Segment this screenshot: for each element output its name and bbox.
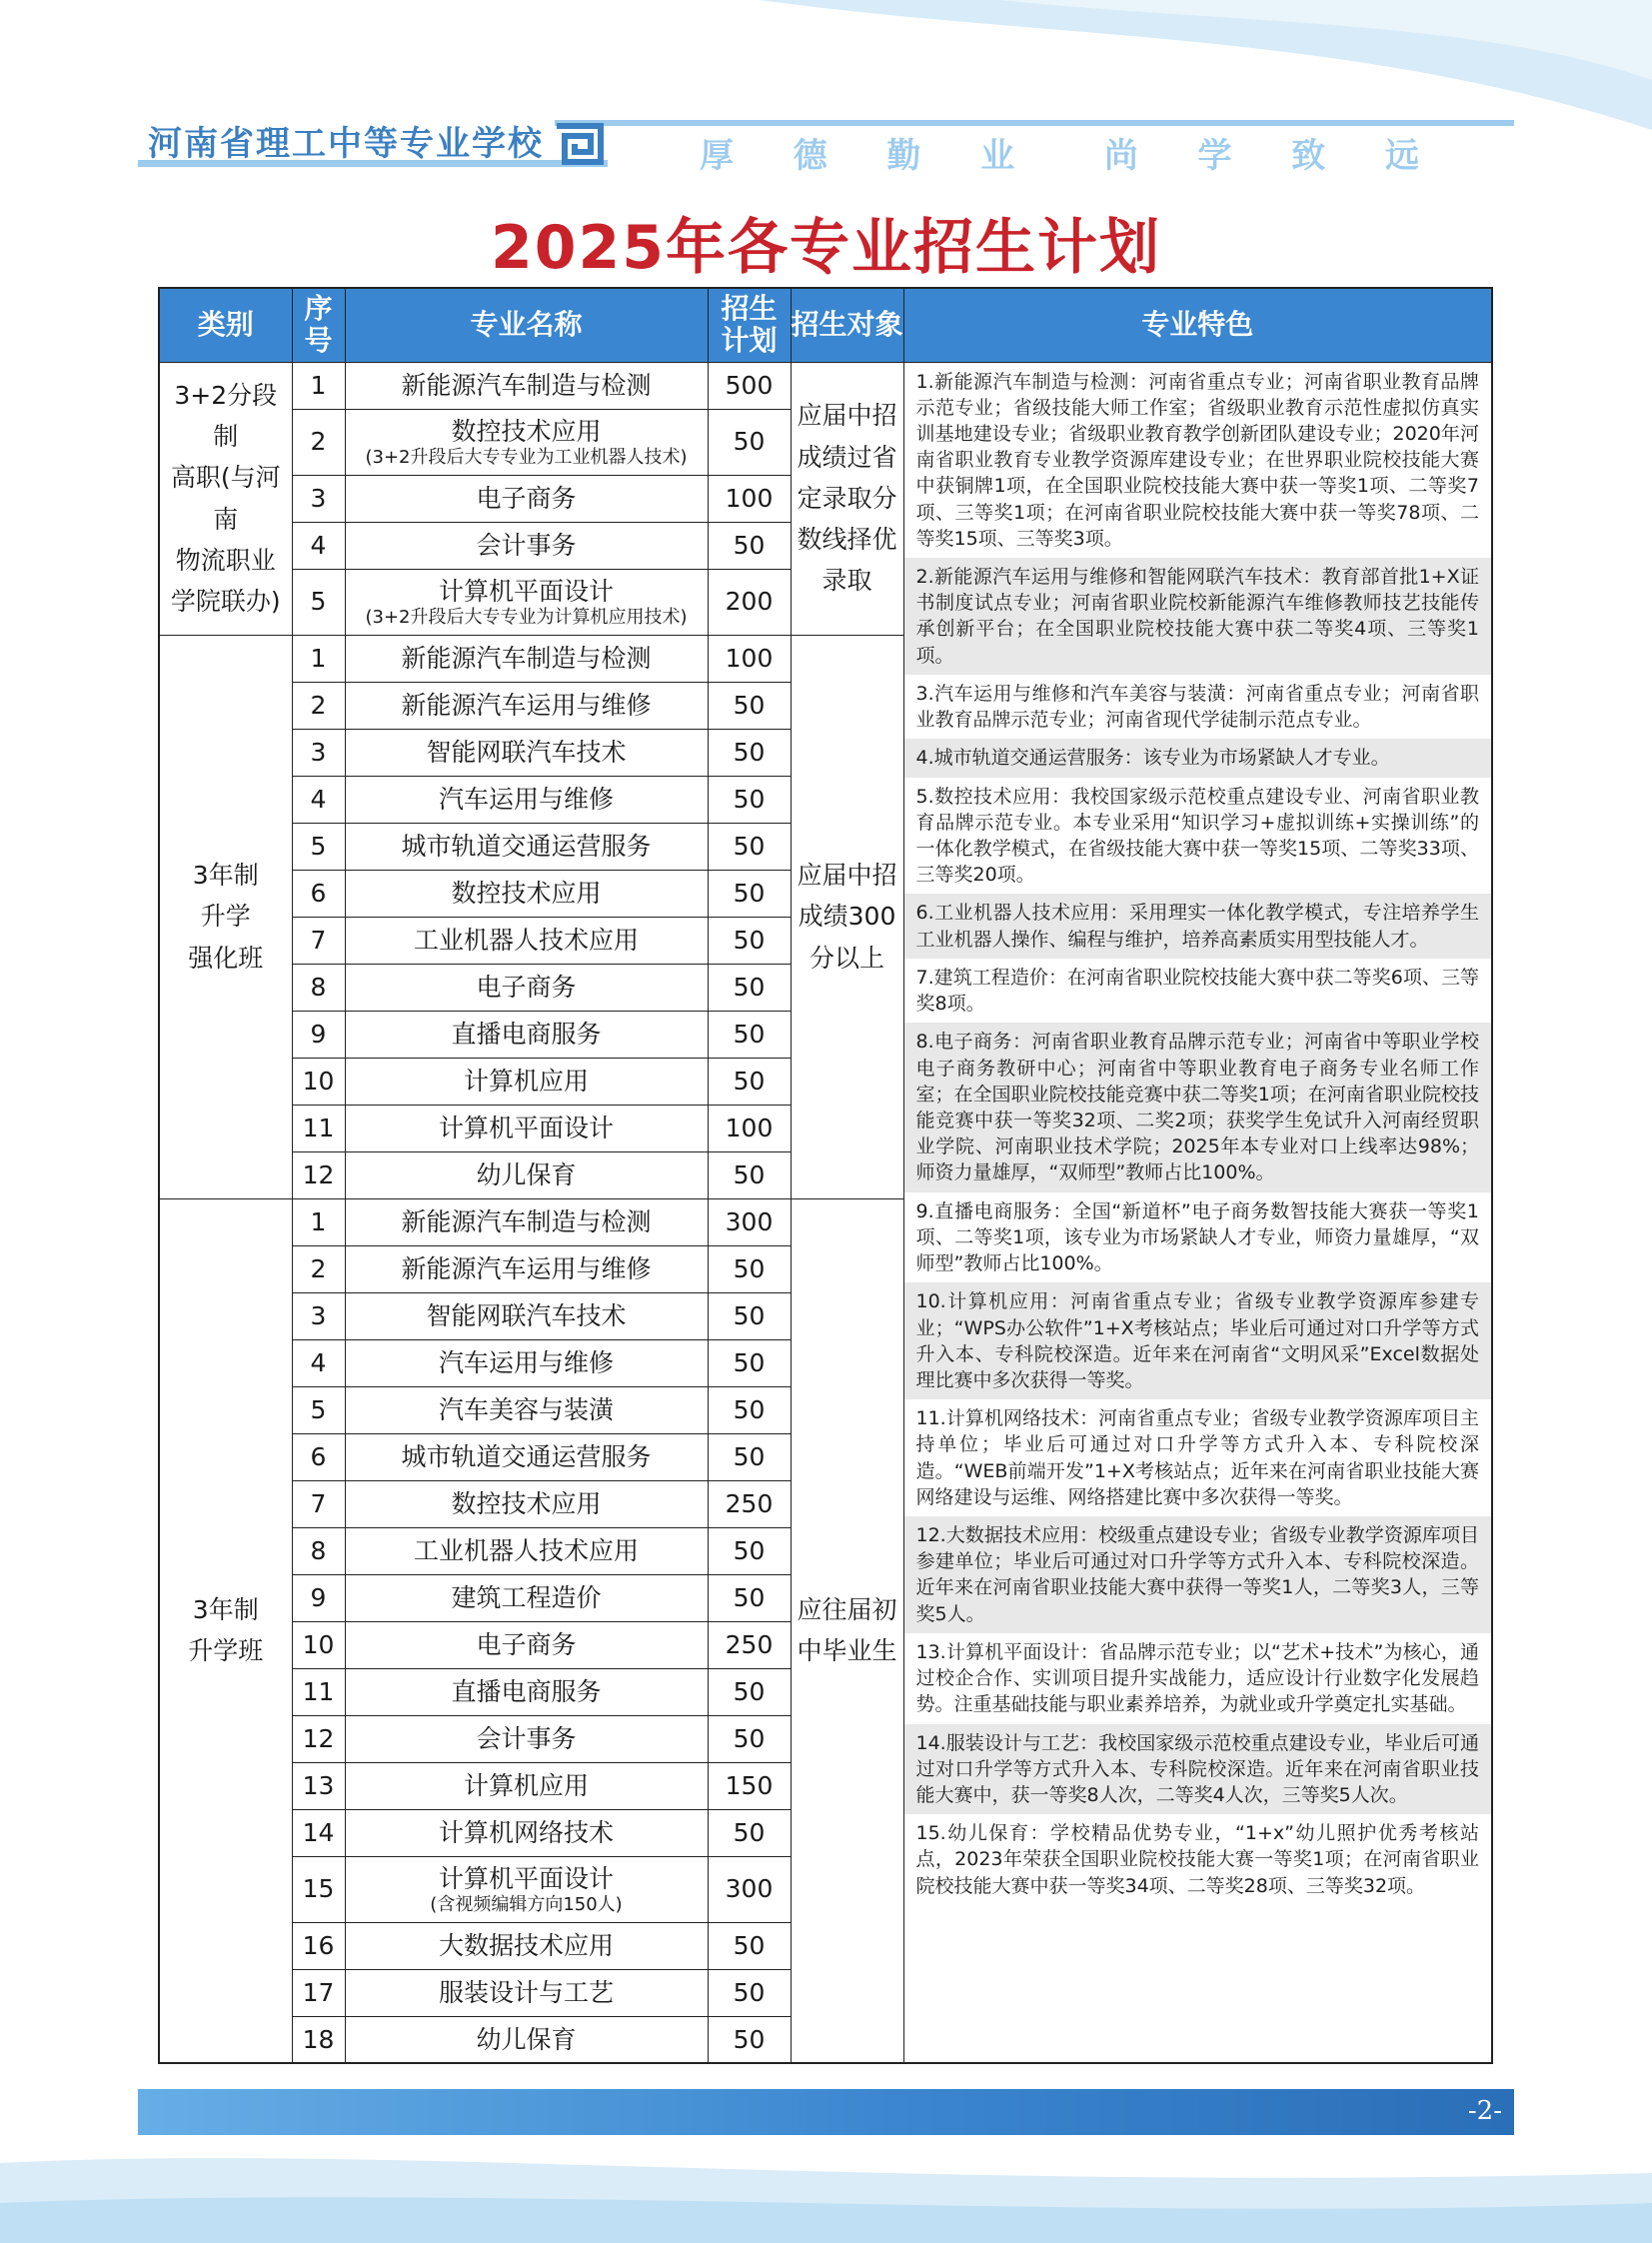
major-name: 电子商务 <box>476 1629 577 1659</box>
feature-item: 10.计算机应用：河南省重点专业；省级专业教学资源库参建专业；“WPS办公软件”1+X考核站点；毕业后可通过对口升学等方式升入本、专科院校深造。近年来在河南省“文明风采”Excel数据处理比赛中多次获得一等奖。 <box>904 1282 1492 1399</box>
major-name-cell <box>345 729 708 776</box>
major-name: 幼儿保育 <box>476 1159 577 1189</box>
motto-char: 致 <box>1291 136 1326 176</box>
school-motto <box>700 128 1419 177</box>
feature-item: 12.大数据技术应用：校级重点建设专业；省级专业教学资源库项目参建单位；毕业后可通过对口升学等方式升入本、专科院校深造。近年来在河南省职业技能大赛中获得一等奖1人，二等奖3人，三等奖5人。 <box>904 1516 1492 1633</box>
category-cell <box>159 1198 292 2063</box>
feature-item: 13.计算机平面设计：省品牌示范专业；以“艺术+技术”为核心，通过校企合作、实训项目提升实战能力，适应设计行业数字化发展趋势。注重基础技能与职业素养培养，为就业或升学奠定扎实基础。 <box>915 1640 1479 1716</box>
plan-count-cell: 200 <box>708 569 791 635</box>
features-list <box>904 363 1492 1905</box>
major-name-cell <box>345 917 708 964</box>
major-name-cell <box>345 1969 708 2016</box>
seq-cell: 9 <box>292 1011 345 1058</box>
seq-cell: 1 <box>292 362 345 409</box>
seq-cell: 3 <box>292 1292 345 1339</box>
major-name-cell <box>345 776 708 823</box>
seq-cell: 18 <box>292 2016 345 2063</box>
plan-count-cell: 50 <box>708 1433 791 1480</box>
plan-count-cell: 50 <box>708 1245 791 1292</box>
table-header-row <box>159 288 1492 362</box>
major-name-cell <box>345 1292 708 1339</box>
target-cell <box>791 362 903 635</box>
seq-cell: 4 <box>292 522 345 569</box>
category-cell <box>159 635 292 1198</box>
major-name-cell <box>345 870 708 917</box>
feature-item: 14.服装设计与工艺：我校国家级示范校重点建设专业，毕业后可通过对口升学等方式升入本、专科院校深造。近年来在河南省职业技能大赛中，获一等奖8人次，二等奖4人次，三等奖5人次。 <box>904 1724 1492 1815</box>
plan-count-cell: 50 <box>708 1574 791 1621</box>
seq-cell: 13 <box>292 1762 345 1809</box>
seq-cell: 16 <box>292 1922 345 1969</box>
major-name: 建筑工程造价 <box>451 1582 602 1612</box>
major-name-cell <box>345 964 708 1011</box>
seq-cell: 17 <box>292 1969 345 2016</box>
plan-count-cell: 100 <box>708 475 791 522</box>
feature-item: 11.计算机网络技术：河南省重点专业；省级专业教学资源库项目主持单位；毕业后可通过对口升学等方式升入本、专科院校深造。“WEB前端开发”1+X考核站点；近年来在河南省职业技能大赛网络建设与运维、网络搭建比赛中多次获得一等奖。 <box>915 1407 1479 1508</box>
seq-cell: 7 <box>292 1480 345 1527</box>
major-name: 数控技术应用 <box>451 878 602 908</box>
major-name: 计算机应用 <box>463 1770 589 1800</box>
category-line: 高职(与河南 <box>170 463 281 534</box>
category-line: 升学 <box>200 902 251 932</box>
plan-count-cell: 50 <box>708 917 791 964</box>
seq-cell: 2 <box>292 1245 345 1292</box>
header-seq-line: 序 <box>304 292 333 326</box>
major-name-cell <box>345 1715 708 1762</box>
major-name: 数控技术应用 <box>451 417 602 447</box>
seq-cell: 5 <box>292 1386 345 1433</box>
major-name-cell <box>345 1527 708 1574</box>
major-name: 直播电商服务 <box>451 1676 602 1706</box>
seq-cell: 1 <box>292 635 345 682</box>
plan-count-cell: 50 <box>708 1715 791 1762</box>
major-name: 会计事务 <box>476 1723 577 1753</box>
plan-count-cell: 250 <box>708 1621 791 1668</box>
plan-count-cell: 50 <box>708 682 791 729</box>
major-name: 新能源汽车制造与检测 <box>401 370 652 400</box>
seq-cell: 6 <box>292 870 345 917</box>
feature-item: 8.电子商务：河南省职业教育品牌示范专业；河南省中等职业学校电子商务教研中心；河南省中等职业教育电子商务专业名师工作室；在全国职业院校技能竞赛中获二等奖1项；在河南省职业院校技能竞赛中获一等奖32项、二奖2项；获奖学生免试升入河南经贸职业学院、河南职业技术学院；2025年本专业对口上线率达98%；师资力量雄厚，“双师型”教师占比100%。 <box>904 1023 1492 1191</box>
seq-cell: 12 <box>292 1715 345 1762</box>
seq-cell: 8 <box>292 1527 345 1574</box>
plan-count-cell: 50 <box>708 1527 791 1574</box>
major-name: 工业机器人技术应用 <box>413 925 639 955</box>
category-line: 升学班 <box>188 1636 264 1666</box>
seq-cell: 3 <box>292 475 345 522</box>
motto-char: 业 <box>980 136 1015 176</box>
major-name: 汽车美容与装潢 <box>438 1394 614 1424</box>
plan-count-cell: 50 <box>708 1151 791 1198</box>
target-line: 定录取分 <box>797 483 897 513</box>
target-line: 应届中招 <box>797 861 897 891</box>
seq-cell: 8 <box>292 964 345 1011</box>
plan-count-cell: 50 <box>708 1386 791 1433</box>
seq-cell: 1 <box>292 1198 345 1245</box>
major-name: 会计事务 <box>476 530 577 560</box>
major-name: 数控技术应用 <box>451 1488 602 1518</box>
category-cell <box>159 362 292 635</box>
motto-char: 德 <box>793 136 827 176</box>
plan-count-cell: 50 <box>708 870 791 917</box>
plan-count-cell: 50 <box>708 2016 791 2063</box>
major-name: 智能网联汽车技术 <box>426 737 627 767</box>
major-name: 计算机平面设计 <box>438 1113 614 1142</box>
plan-count-cell: 50 <box>708 1058 791 1105</box>
seq-cell: 5 <box>292 569 345 635</box>
major-name-note: (含视频编辑方向150人) <box>430 1893 623 1915</box>
major-name: 新能源汽车运用与维修 <box>401 690 652 720</box>
header-plan-line: 招生 <box>721 292 778 326</box>
major-name: 计算机平面设计 <box>438 577 614 607</box>
footer-bar <box>138 2089 1514 2135</box>
target-line: 数线择优 <box>797 525 897 555</box>
plan-count-cell: 150 <box>708 1762 791 1809</box>
page-title: 2025年各专业招生计划 <box>491 213 1161 283</box>
seq-cell: 9 <box>292 1574 345 1621</box>
target-line: 分以上 <box>809 943 884 973</box>
major-name-cell <box>345 1058 708 1105</box>
major-name: 大数据技术应用 <box>438 1930 614 1960</box>
target-line: 应往届初 <box>797 1595 897 1624</box>
header-features: 专业特色 <box>903 288 1492 362</box>
target-line: 应届中招 <box>797 401 897 431</box>
seq-cell: 5 <box>292 823 345 870</box>
major-name-cell <box>345 1433 708 1480</box>
feature-item: 6.工业机器人技术应用：采用理实一体化教学模式，专注培养学生工业机器人操作、编程与维护，培养高素质实用型技能人才。 <box>904 894 1492 958</box>
category-line: 物流职业 <box>175 545 276 575</box>
category-line: 学院联办) <box>170 587 281 616</box>
plan-count-cell: 50 <box>708 823 791 870</box>
feature-item: 2.新能源汽车运用与维修和智能网联汽车技术：教育部首批1+X证书制度试点专业；河南省职业院校新能源汽车维修教师技艺技能传承创新平台；在全国职业院校技能大赛中获二等奖4项、三等奖1项。 <box>904 558 1492 675</box>
features-cell <box>903 362 1492 2063</box>
plan-count-cell: 50 <box>708 1809 791 1856</box>
feature-item: 9.直播电商服务：全国“新道杯”电子商务数智技能大赛获一等奖1项、二等奖1项，该专业为市场紧缺人才专业，师资力量雄厚，“双师型”教师占比100%。 <box>915 1199 1479 1275</box>
major-name-cell <box>345 682 708 729</box>
major-name-cell <box>345 1762 708 1809</box>
target-cell <box>791 1198 903 2063</box>
major-name: 计算机平面设计 <box>438 1864 614 1894</box>
target-cell <box>791 635 903 1198</box>
major-name-cell <box>345 475 708 522</box>
plan-count-cell: 500 <box>708 362 791 409</box>
plan-count-cell: 50 <box>708 409 791 475</box>
major-name-cell <box>345 1198 708 1245</box>
plan-count-cell: 50 <box>708 1922 791 1969</box>
seq-cell: 15 <box>292 1856 345 1922</box>
seq-cell: 3 <box>292 729 345 776</box>
major-name-cell <box>345 1386 708 1433</box>
major-name: 新能源汽车制造与检测 <box>401 643 652 673</box>
plan-count-cell: 300 <box>708 1198 791 1245</box>
header-plan <box>708 288 791 362</box>
feature-item: 7.建筑工程造价：在河南省职业院校技能大赛中获二等奖6项、三等奖8项。 <box>915 966 1479 1016</box>
feature-item: 3.汽车运用与维修和汽车美容与装潢：河南省重点专业；河南省职业教育品牌示范专业；河南省现代学徒制示范点专业。 <box>915 682 1479 732</box>
table-row <box>159 362 1492 409</box>
motto-char: 勤 <box>886 136 921 176</box>
major-name: 汽车运用与维修 <box>438 784 614 814</box>
seq-cell: 4 <box>292 1339 345 1386</box>
plan-count-cell: 50 <box>708 1339 791 1386</box>
target-line: 中毕业生 <box>797 1636 897 1666</box>
header-seq <box>292 288 345 362</box>
major-name-cell <box>345 1856 708 1922</box>
major-name: 城市轨道交通运营服务 <box>401 831 652 861</box>
major-name: 计算机网络技术 <box>438 1817 614 1847</box>
header-target: 招生对象 <box>791 288 903 362</box>
plan-count-cell: 50 <box>708 1668 791 1715</box>
major-name-cell <box>345 569 708 635</box>
major-name: 工业机器人技术应用 <box>413 1535 639 1565</box>
category-line: 强化班 <box>188 943 264 973</box>
feature-item: 1.新能源汽车制造与检测：河南省重点专业；河南省职业教育品牌示范专业；省级技能大师工作室；省级职业教育示范性虚拟仿真实训基地建设专业；省级职业教育教学创新团队建设专业；2020年河南省职业教育专业教学资源库建设专业；在世界职业院校技能大赛中获铜牌1项，在全国职业院校技能大赛中获一等奖1项、二等奖7项、三等奖1项；在河南省职业院校技能大赛中获一等奖78项、二等奖15项、三等奖3项。 <box>915 370 1479 550</box>
header-rule-top <box>555 120 1514 126</box>
major-name: 汽车运用与维修 <box>438 1347 614 1377</box>
plan-count-cell: 100 <box>708 635 791 682</box>
major-name-note: (3+2升段后大专专业为工业机器人技术) <box>365 446 688 468</box>
table-body <box>159 362 1492 2063</box>
header-major: 专业名称 <box>345 288 708 362</box>
plan-count-cell: 250 <box>708 1480 791 1527</box>
seq-cell: 11 <box>292 1105 345 1151</box>
feature-item: 5.数控技术应用：我校国家级示范校重点建设专业、河南省职业教育品牌示范专业。本专业采用“知识学习+虚拟训练+实操训练”的一体化教学模式，在省级技能大赛中获一等奖15项、二等奖33项、三等奖20项。 <box>915 785 1479 887</box>
motto-char: 学 <box>1197 136 1232 176</box>
major-name: 直播电商服务 <box>451 1019 602 1049</box>
target-line: 录取 <box>822 566 872 596</box>
major-name-cell <box>345 522 708 569</box>
major-name-cell <box>345 1339 708 1386</box>
major-name-cell <box>345 1574 708 1621</box>
seq-cell: 10 <box>292 1058 345 1105</box>
plan-count-cell: 100 <box>708 1105 791 1151</box>
target-line: 成绩过省 <box>797 442 897 472</box>
enrollment-plan-table <box>158 287 1493 2064</box>
feature-item: 4.城市轨道交通运营服务：该专业为市场紧缺人才专业。 <box>904 739 1492 777</box>
plan-count-cell: 50 <box>708 729 791 776</box>
major-name: 新能源汽车运用与维修 <box>401 1253 652 1283</box>
plan-count-cell: 50 <box>708 1292 791 1339</box>
school-name: 河南省理工中等专业学校 <box>148 124 544 164</box>
major-name-cell <box>345 823 708 870</box>
plan-count-cell: 50 <box>708 776 791 823</box>
major-name: 新能源汽车制造与检测 <box>401 1206 652 1236</box>
motto-char: 厚 <box>700 136 734 176</box>
major-name: 城市轨道交通运营服务 <box>401 1441 652 1471</box>
seq-cell: 7 <box>292 917 345 964</box>
major-name-cell <box>345 1480 708 1527</box>
school-logo-icon <box>555 122 605 166</box>
major-name-cell <box>345 1105 708 1151</box>
plan-count-cell: 50 <box>708 964 791 1011</box>
plan-count-cell: 50 <box>708 522 791 569</box>
seq-cell: 12 <box>292 1151 345 1198</box>
category-line: 3+2分段制 <box>174 380 278 451</box>
seq-cell: 14 <box>292 1809 345 1856</box>
major-name-cell <box>345 362 708 409</box>
major-name: 电子商务 <box>476 483 577 513</box>
seq-cell: 4 <box>292 776 345 823</box>
seq-cell: 6 <box>292 1433 345 1480</box>
page-number: -2- <box>1467 2096 1502 2126</box>
seq-cell: 2 <box>292 409 345 475</box>
major-name: 计算机应用 <box>463 1066 589 1096</box>
major-name-cell <box>345 1245 708 1292</box>
major-name: 幼儿保育 <box>476 2024 577 2054</box>
major-name-note: (3+2升段后大专专业为计算机应用技术) <box>365 606 688 628</box>
bottom-wave-decoration <box>0 2133 1652 2243</box>
major-name-cell <box>345 2016 708 2063</box>
seq-cell: 2 <box>292 682 345 729</box>
category-line: 3年制 <box>192 861 259 891</box>
target-line: 成绩300 <box>798 902 896 932</box>
major-name-cell <box>345 409 708 475</box>
feature-item: 15.幼儿保育：学校精品优势专业，“1+x”幼儿照护优秀考核站点，2023年荣获全国职业院校技能大赛一等奖1项；在河南省职业院校技能大赛中获一等奖34项、二等奖28项、三等奖32项。 <box>915 1822 1479 1897</box>
major-name-cell <box>345 1011 708 1058</box>
plan-count-cell: 300 <box>708 1856 791 1922</box>
major-name: 智能网联汽车技术 <box>426 1300 627 1330</box>
major-name-cell <box>345 1668 708 1715</box>
major-name-cell <box>345 1151 708 1198</box>
plan-count-cell: 50 <box>708 1969 791 2016</box>
category-line: 3年制 <box>192 1595 259 1624</box>
plan-count-cell: 50 <box>708 1011 791 1058</box>
seq-cell: 11 <box>292 1668 345 1715</box>
motto-char: 尚 <box>1103 136 1138 176</box>
header-category: 类别 <box>159 288 292 362</box>
motto-char: 远 <box>1384 136 1419 176</box>
major-name-cell <box>345 1809 708 1856</box>
header-plan-line: 计划 <box>721 324 778 358</box>
major-name-cell <box>345 635 708 682</box>
major-name-cell <box>345 1922 708 1969</box>
major-name: 电子商务 <box>476 972 577 1002</box>
seq-cell: 10 <box>292 1621 345 1668</box>
major-name: 服装设计与工艺 <box>438 1977 614 2007</box>
header-seq-line: 号 <box>304 324 333 358</box>
major-name-cell <box>345 1621 708 1668</box>
